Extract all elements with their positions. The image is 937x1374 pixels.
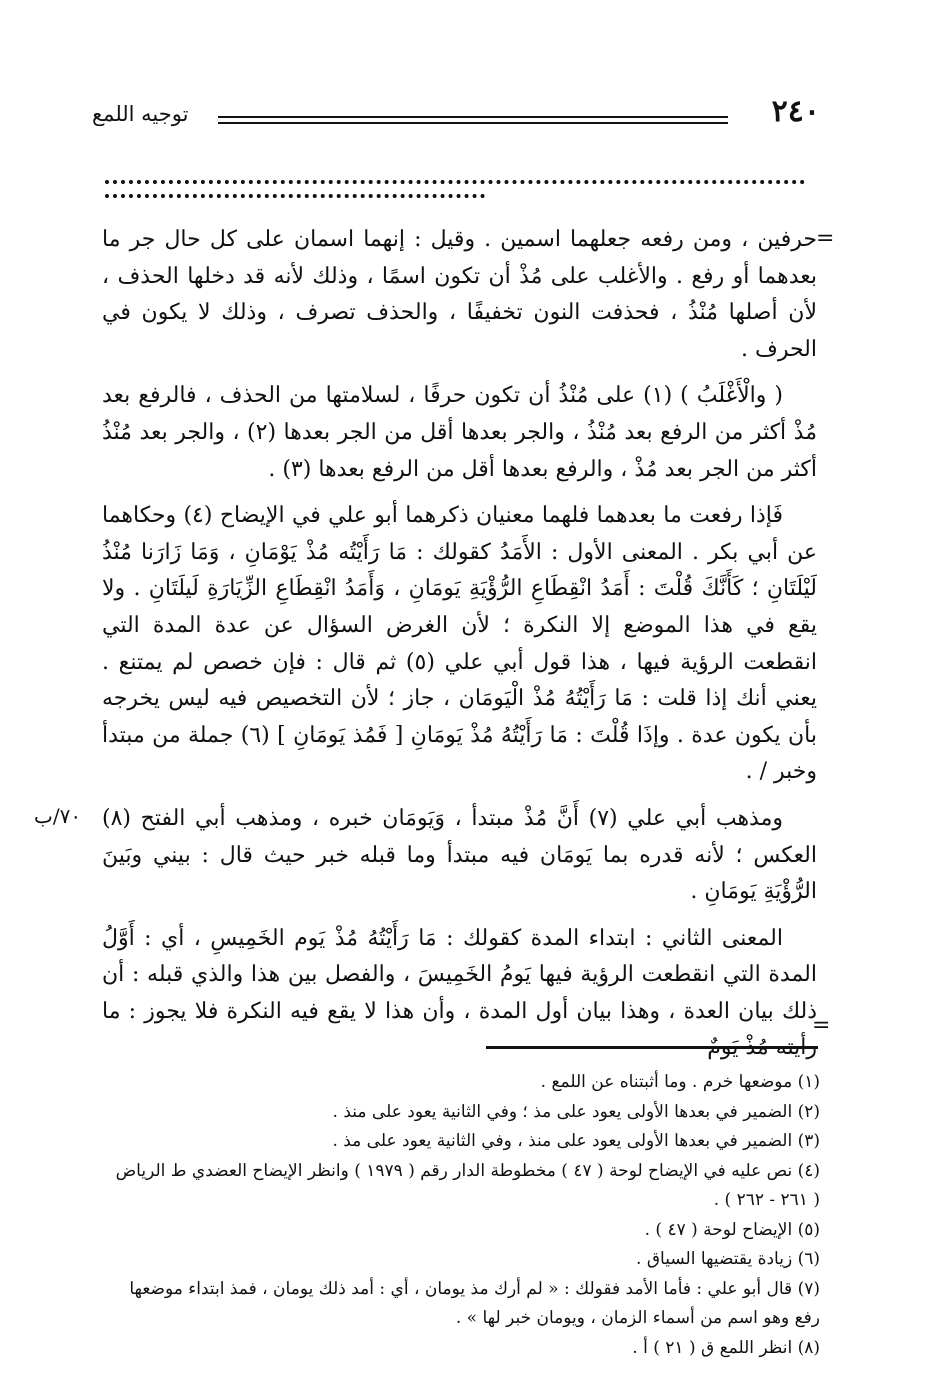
running-title: توجيه اللمع xyxy=(92,102,189,126)
page-header xyxy=(80,92,820,136)
footnote: (٧) قال أبو علي : فأما الأمد فقولك : « لم أرك مذ يومان ، أي : أمد ذلك يومان ، فمذ ابتداء موضعها رفع وهو اسم من أسماء الزمان ، ويومان خبر لها » . xyxy=(129,1278,820,1328)
paragraph: فَإذا رفعت ما بعدهما فلهما معنيان ذكرهما أبو علي في الإيضاح (٤) وحكاهما عن أبي بكر . المعنى الأول : الأَمَدُ كقولك : مَا رَأَيْتُه مُذْ يَوْمَانِ ، وَمَا زَارَنا مُنْذُ لَيْلَتَانِ ؛ كَأَنَّكَ قُلْتَ : أَمَدُ انْقِطَاعِ الرُّؤْيَةِ يَومَانِ ، وَأَمَدُ انْقِطَاعِ الزِّيَارَةِ لَيلَتَانِ . ولا يقع في هذا الموضع إلا النكرة ؛ لأن الغرض السؤال عن عدة المدة التي انقطعت الرؤية فيها ، هذا قول أبي علي (٥) ثم قال : فإن خصص لم يمتنع . يعني أنك إذا قلت : مَا رَأَيْتُهُ مُذْ الْيَومَان ، جاز ؛ لأن التخصيص فيه ليس يخرجه بأن يكون عدة . وإذَا قُلْتَ : مَا رَأَيْتُهُ مُذْ يَومَانِ [ فَمُذ يَومَانِ ] (٦) جملة من مبتدأ وخبر / . xyxy=(102,503,817,785)
continuation-mark: = xyxy=(812,1013,831,1038)
page-number: ٢٤٠ xyxy=(771,94,820,129)
footnote: (٨) انظر اللمع ق ( ٢١ ) أ . xyxy=(632,1337,820,1358)
footnote: (٥) الإيضاح لوحة ( ٤٧ ) . xyxy=(644,1219,820,1240)
dotted-separator xyxy=(105,180,805,184)
header-rule xyxy=(218,116,728,118)
continuation-mark: = xyxy=(816,226,835,251)
footnote-separator xyxy=(486,1046,818,1049)
paragraph: حرفين ، ومن رفعه جعلهما اسمين . وقيل : إنهما اسمان على كل حال جر ما بعدهما أو رفع . والأغلب على مُذْ أن تكون اسمًا ، وذلك لأنه قد دخلها الحذف ، لأن أصلها مُنْذُ ، فحذفت النون تخفيفًا ، والحذف تصرف ، وذلك لا يكون في الحرف . xyxy=(102,227,817,362)
footnote: (٤) نص عليه في الإيضاح لوحة ( ٤٧ ) مخطوطة الدار رقم ( ١٩٧٩ ) وانظر الإيضاح العضدي ط الرياض ( ٢٦١ - ٢٦٢ ) . xyxy=(115,1160,820,1210)
paragraph: ومذهب أبي علي (٧) أَنَّ مُذْ مبتدأ ، وَيَومَان خبره ، ومذهب أبي الفتح (٨) العكس ؛ لأنه قدره بما يَومَان فيه مبتدأ وما قبله خبر حيث قال : بيني وبَينَ الرُّؤْيَةِ يَومَانِ . xyxy=(102,805,818,905)
paragraph: ( والْأَغْلَبُ ) (١) على مُنْذُ أن تكون حرفًا ، لسلامتها من الحذف ، فالرفع بعد مُذْ أكثر من الرفع بعد مُنْذُ ، والجر بعدها أقل من الجر بعدها (٢) ، والجر بعد مُنْذُ أكثر من الجر بعد مُذْ ، والرفع بعدها أقل من الرفع بعدها (٣) . xyxy=(102,383,817,482)
footnotes xyxy=(104,1068,820,1363)
header-rule xyxy=(218,122,728,124)
dotted-separator xyxy=(105,194,485,198)
footnote: (٢) الضمير في بعدها الأولى يعود على مذ ؛ وفي الثانية يعود على منذ . xyxy=(332,1101,820,1122)
manuscript-folio-note: ٧٠/ب xyxy=(34,804,82,828)
main-text xyxy=(102,222,817,1077)
footnote: (٦) زيادة يقتضيها السياق . xyxy=(636,1249,820,1269)
footnote: (١) موضعها خرم . وما أثبتناه عن اللمع . xyxy=(540,1072,820,1092)
paragraph: المعنى الثاني : ابتداء المدة كقولك : مَا رَأَيْتُهُ مُذْ يَوم الخَمِيسِ ، أي : أَوَّلُ المدة التي انقطعت الرؤية فيها يَومُ الخَمِيسَ ، والفصل بين هذا والذي قبله : أن ذلك بيان العدة ، وهذا بيان أول المدة ، وأن هذا لا يقع فيه النكرة فلا يجوز : ما رأيته مُذْ يَومٌ xyxy=(102,925,817,1061)
footnote: (٣) الضمير في بعدها الأولى يعود على منذ ، وفي الثانية يعود على مذ . xyxy=(332,1131,820,1151)
